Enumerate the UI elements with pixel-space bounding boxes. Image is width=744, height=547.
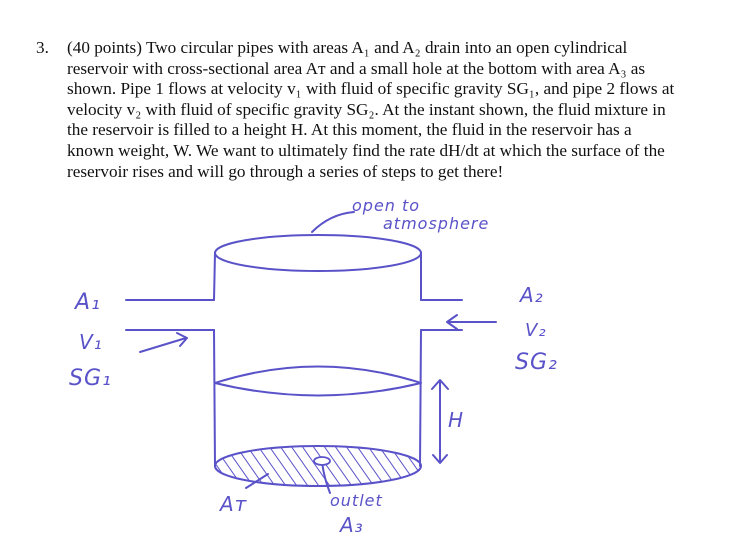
open-to-label: open to — [352, 196, 421, 215]
reservoir-area-label: Aᴛ — [220, 492, 248, 516]
atmosphere-label: atmosphere — [383, 214, 490, 233]
problem-line-6: known weight, W. We want to ultimately find the rate dH/dt at which the surface of the — [67, 141, 665, 160]
problem-line-7: reservoir rises and will go through a series of steps to get there! — [67, 161, 504, 181]
pipe-2-sg-label: SG₂ — [515, 350, 558, 375]
pipe-2-flow-arrow — [447, 315, 496, 329]
outlet-label: outlet — [330, 491, 383, 510]
problem-line-2: reservoir with cross-sectional area Aᴛ and a small hole at the bottom with area A₃ as — [67, 58, 646, 78]
problem-line-4: velocity v₂ with fluid of specific gravity SG₂. At the instant shown, the fluid mixture in — [67, 99, 666, 119]
pipe-1-velocity-label: V₁ — [79, 330, 103, 354]
outlet-area-label: A₃ — [340, 513, 364, 537]
problem-number: 3. — [36, 38, 49, 57]
fluid-surface — [215, 367, 421, 396]
outlet-hole — [314, 457, 330, 465]
pipe-2-area-label: A₂ — [520, 283, 544, 307]
pipe-1-area-label: A₁ — [75, 290, 101, 315]
reservoir-bottom — [215, 446, 421, 486]
pipe-1-sg-label: SG₁ — [69, 366, 112, 391]
pipe-2-velocity-label: V₂ — [525, 320, 547, 341]
height-label: H — [448, 408, 465, 432]
height-arrow — [432, 380, 448, 463]
problem-line-3: shown. Pipe 1 flows at velocity v₁ with fluid of specific gravity SG₁, and pipe 2 flows at — [67, 79, 675, 99]
reservoir-top — [215, 235, 421, 271]
open-leader-line — [312, 212, 354, 232]
pipe-1 — [126, 300, 214, 330]
reservoir-right-wall — [420, 253, 421, 466]
pipe-1-flow-arrow — [140, 333, 187, 352]
problem-line-1: (40 points) Two circular pipes with areas A₁ and A₂ drain into an open cylindrical — [67, 38, 628, 57]
problem-line-5: the reservoir is filled to a height H. At this moment, the fluid in the reservoir has a — [67, 120, 632, 140]
reservoir-left-wall — [214, 253, 215, 466]
